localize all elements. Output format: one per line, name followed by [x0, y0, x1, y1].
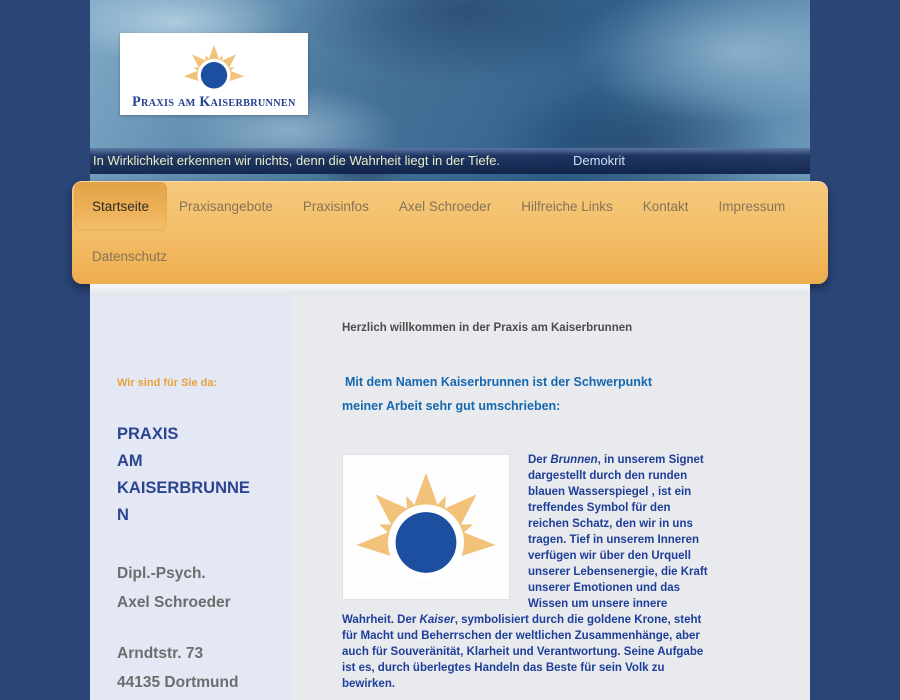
- nav-item-praxisangebote[interactable]: Praxisangebote: [179, 198, 273, 214]
- nav-item-kontakt[interactable]: Kontakt: [642, 198, 689, 214]
- quote-author: Demokrit: [573, 153, 626, 168]
- content-area: [90, 284, 810, 700]
- welcome-heading: Herzlich willkommen in der Praxis am Kaiserbrunnen: [342, 322, 633, 334]
- main-navigation: [72, 181, 828, 284]
- address-city: 44135 Dortmund: [117, 674, 239, 691]
- nav-item-startseite[interactable]: Startseite: [74, 182, 167, 231]
- practice-name-line: KAISERBRUNNE: [117, 479, 250, 497]
- nav-item-praxisinfos[interactable]: Praxisinfos: [302, 198, 369, 214]
- sun-crown-icon: [181, 41, 247, 93]
- paragraph-segment: Der: [528, 454, 551, 466]
- nav-row-1: [72, 181, 828, 231]
- quote-text: In Wirklichkeit erkennen wir nichts, denn die Wahrheit liegt in der Tiefe.: [93, 153, 501, 168]
- sidebar-intro: Wir sind für Sie da:: [117, 377, 218, 389]
- paragraph-italic-kaiser: Kaiser: [419, 614, 455, 626]
- practice-name-line: N: [117, 506, 129, 524]
- practice-name-line: PRAXIS: [117, 425, 179, 443]
- subheading: Mit dem Namen Kaiserbrunnen ist der Schwerpunkt meiner Arbeit sehr gut umschrieben:: [342, 375, 653, 413]
- nav-row-2: [72, 231, 828, 282]
- paragraph-segment: , symbolisiert durch die goldene Krone, steht für Macht und Beherrschen der weltlichen Zusammenhänge, aber auch für Souveränität, Klarheit und Verantwortung. Seine Aufgabe ist es, durch überlegtes Handeln das Beste für sein Volk zu bewirken.: [342, 614, 704, 690]
- logo-title: Praxis am Kaiserbrunnen: [132, 94, 296, 110]
- quote-bar: [90, 148, 810, 174]
- nav-item-hilfreiche-links[interactable]: Hilfreiche Links: [521, 198, 613, 214]
- signet-image: [342, 454, 510, 600]
- practitioner-title: Dipl.-Psych.: [117, 565, 206, 582]
- content-top-strip: [90, 284, 810, 295]
- sun-crown-icon: [350, 464, 502, 583]
- main-column: [291, 295, 810, 700]
- nav-item-axel-schroeder[interactable]: Axel Schroeder: [398, 198, 492, 214]
- practice-name-line: AM: [117, 452, 143, 470]
- nav-item-datenschutz[interactable]: Datenschutz: [92, 249, 168, 264]
- site-logo[interactable]: [120, 33, 308, 115]
- paragraph-italic-brunnen: Brunnen: [550, 454, 598, 466]
- practice-address: [117, 639, 291, 697]
- practitioner-name: [117, 559, 291, 617]
- paragraph-segment: , in unserem Signet dargestellt durch den runden blauen Wasserspiegel , ist ein treffendes Symbol für den reichen Schatz, den wir in uns tragen. Tief in unserem Inneren verfügen wir über den Urquell unserer Lebensenergie, die Kraft unserer Emotionen und das Wissen um unsere innere Wahrheit. Der: [342, 454, 708, 626]
- sidebar: [90, 295, 291, 700]
- practitioner-fullname: Axel Schroeder: [117, 594, 231, 611]
- nav-item-impressum[interactable]: Impressum: [718, 198, 786, 214]
- practice-name: [117, 421, 291, 529]
- address-street: Arndtstr. 73: [117, 645, 204, 662]
- intro-paragraph: [342, 452, 708, 692]
